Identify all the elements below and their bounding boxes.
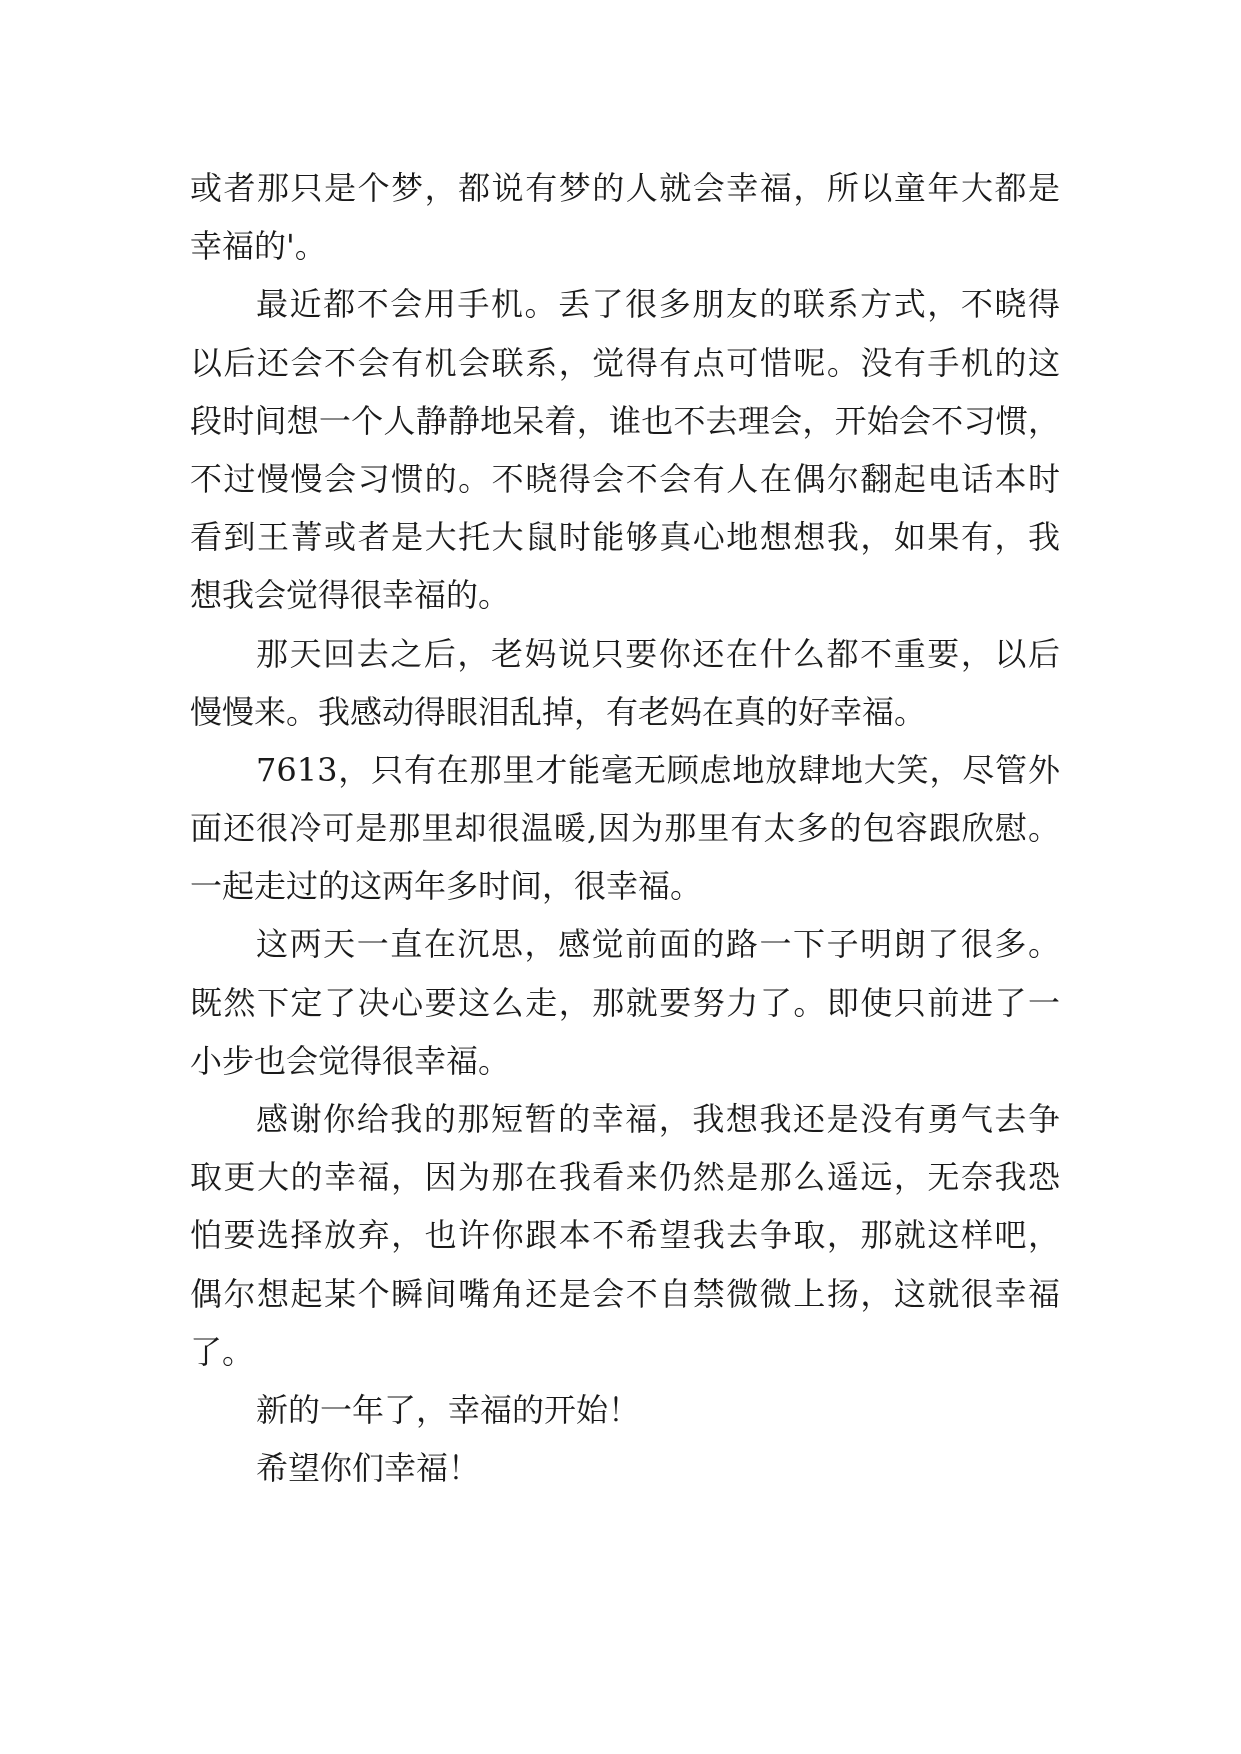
text-line: 小步也会觉得很幸福。 (190, 1041, 511, 1080)
text-line: 了。 (190, 1332, 255, 1371)
text-line: 怕要选择放弃，也许你跟本不希望我去争取，那就这样吧， (190, 1216, 1060, 1255)
text-line: 最近都不会用手机。丢了很多朋友的联系方式，不晓得 (256, 285, 1060, 324)
document-body (190, 159, 1060, 1497)
text-line: 看到王菁或者是大托大鼠时能够真心地想想我，如果有，我 (190, 518, 1060, 557)
text-line: 7613，只有在那里才能毫无顾虑地放肆地大笑，尽管外 (256, 750, 1060, 789)
text-line: 既然下定了决心要这么走，那就要努力了。即使只前进了一 (190, 983, 1060, 1022)
text-line: 取更大的幸福，因为那在我看来仍然是那么遥远，无奈我恐 (190, 1158, 1060, 1197)
text-line: 段时间想一个人静静地呆着，谁也不去理会，开始会不习惯， (190, 401, 1060, 440)
text-line: 希望你们幸福！ (256, 1449, 481, 1488)
text-line: 慢慢来。我感动得眼泪乱掉，有老妈在真的好幸福。 (190, 692, 927, 731)
text-line: 感谢你给我的那短暂的幸福，我想我还是没有勇气去争 (256, 1100, 1060, 1138)
text-line: 不过慢慢会习惯的。不晓得会不会有人在偶尔翻起电话本时 (190, 459, 1060, 498)
text-line: 新的一年了，幸福的开始！ (256, 1390, 641, 1429)
text-line: 以后还会不会有机会联系，觉得有点可惜呢。没有手机的这 (190, 343, 1060, 382)
text-line: 那天回去之后，老妈说只要你还在什么都不重要，以后 (256, 634, 1060, 673)
text-line: 一起走过的这两年多时间，很幸福。 (190, 867, 703, 906)
text-line: 幸福的'。 (190, 227, 327, 266)
text-line: 或者那只是个梦，都说有梦的人就会幸福，所以童年大都是 (190, 169, 1060, 207)
text-line: 偶尔想起某个瞬间嘴角还是会不自禁微微上扬，这就很幸福 (190, 1274, 1060, 1313)
text-line: 面还很冷可是那里却很温暖,因为那里有太多的包容跟欣慰。 (190, 809, 1060, 848)
text-line: 想我会觉得很幸福的。 (190, 576, 511, 615)
text-line: 这两天一直在沉思，感觉前面的路一下子明朗了很多。 (256, 925, 1060, 964)
